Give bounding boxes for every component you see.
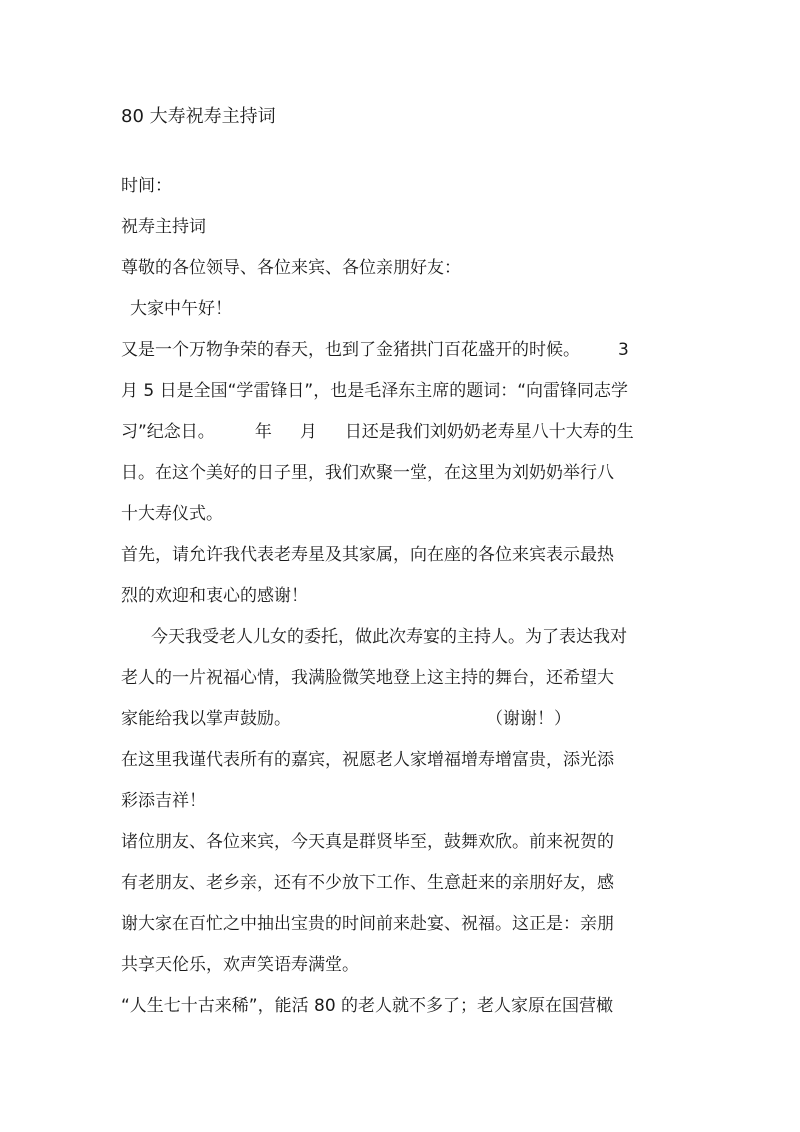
blank-year: 年	[254, 422, 272, 442]
paragraph-line: 诸位朋友、各位来宾，今天真是群贤毕至，鼓舞欢欣。前来祝贺的	[121, 832, 614, 852]
paragraph-line: 在这里我谨代表所有的嘉宾，祝愿老人家增福增寿增富贵，添光添	[121, 750, 614, 770]
paragraph-line: 月 5 日是全国“学雷锋日”，也是毛泽东主席的题词：“向雷锋同志学	[121, 381, 629, 401]
paragraph-line: 十大寿仪式。	[121, 504, 223, 524]
blank-month: 月	[299, 422, 317, 442]
paragraph-line: 老人的一片祝福心情，我满脸微笑地登上这主持的舞台，还希望大	[121, 668, 614, 688]
paragraph-text: 日还是我们刘奶奶老寿星八十大寿的生	[344, 422, 634, 442]
paragraph-text: 又是一个万物争荣的春天，也到了金猪拱门百花盛开的时候。	[121, 340, 580, 360]
subtitle-line: 祝寿主持词	[121, 217, 206, 237]
greeting-noon-line: 大家中午好！	[130, 299, 232, 319]
paragraph-line: “人生七十古来稀”，能活 80 的老人就不多了；老人家原在国营橄	[121, 996, 614, 1016]
greeting-line: 尊敬的各位领导、各位来宾、各位亲朋好友：	[121, 258, 461, 278]
paragraph-line	[121, 412, 661, 453]
paragraph-line	[121, 699, 661, 740]
paragraph-line: 有老朋友、老乡亲，还有不少放下工作、生意赶来的亲朋好友，感	[121, 873, 614, 893]
paragraph-line: 日。在这个美好的日子里，我们欢聚一堂，在这里为刘奶奶举行八	[121, 463, 614, 483]
paragraph-line: 谢大家在百忙之中抽出宝贵的时间前来赴宴、祝福。这正是：亲朋	[121, 914, 614, 934]
paragraph-line: 烈的欢迎和衷心的感谢！	[121, 586, 308, 606]
document-title: 80 大寿祝寿主持词	[121, 106, 276, 127]
paragraph-text: 3	[618, 340, 629, 360]
paragraph-text: 习”纪念日。	[121, 422, 215, 442]
time-line: 时间：	[121, 176, 172, 196]
paragraph-line	[121, 330, 661, 371]
paragraph-line: 首先，请允许我代表老寿星及其家属，向在座的各位来宾表示最热	[121, 545, 614, 565]
thanks-note: （谢谢！）	[486, 709, 571, 729]
paragraph-line: 今天我受老人儿女的委托，做此次寿宴的主持人。为了表达我对	[151, 627, 627, 647]
paragraph-text: 家能给我以掌声鼓励。	[121, 709, 291, 729]
paragraph-line: 彩添吉祥！	[121, 791, 206, 811]
document-body	[121, 166, 661, 1027]
paragraph-line: 共享天伦乐，欢声笑语寿满堂。	[121, 955, 359, 975]
